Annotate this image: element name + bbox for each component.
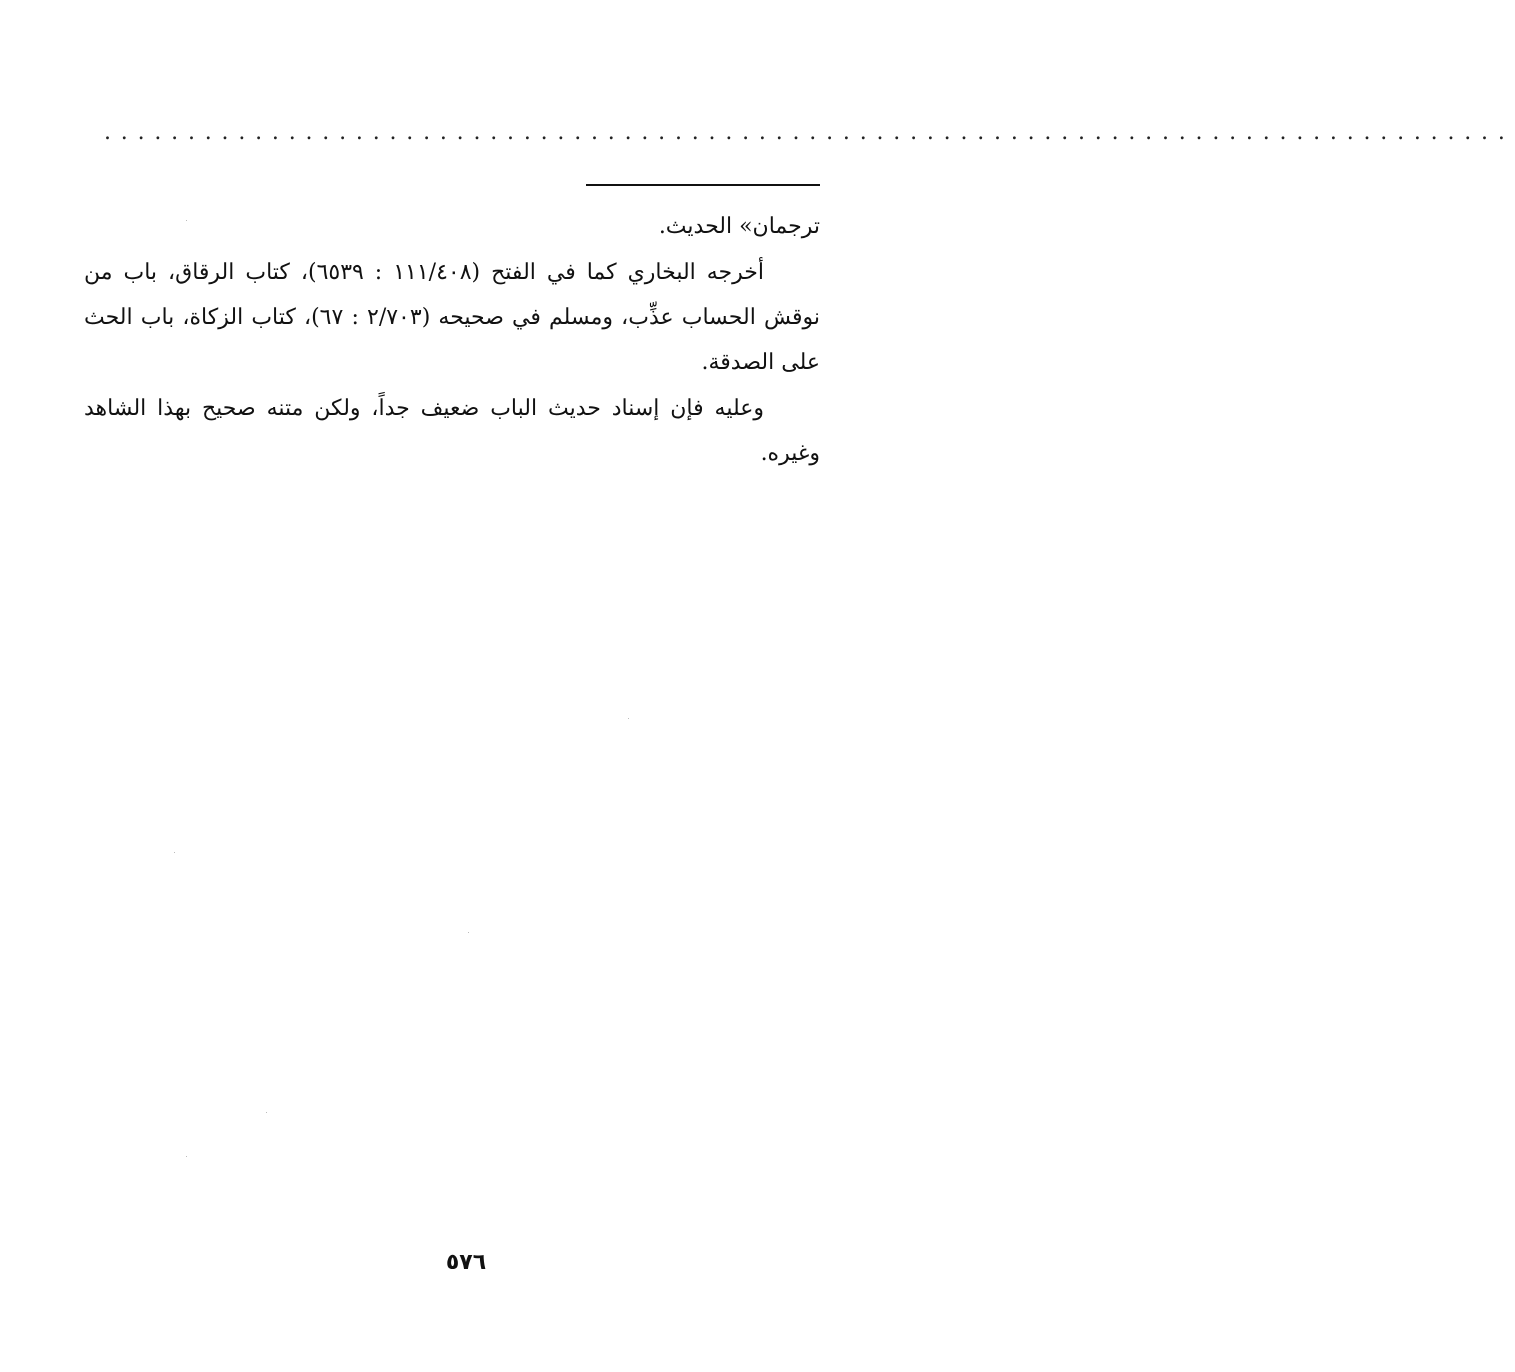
- footnote-conclusion: وعليه فإن إسناد حديث الباب ضعيف جداً، ولكن متنه صحيح بهذا الشاهد وغيره.: [84, 396, 820, 466]
- page-number: ٥٧٦: [445, 1250, 487, 1275]
- scan-speck: [266, 1112, 267, 1113]
- footnote-takhrij: أخرجه البخاري كما في الفتح (١١١/٤٠٨ : ٦٥٣٩)، كتاب الرقاق، باب من نوقش الحساب عذِّب، ومسلم في صحيحه (٢/٧٠٣ : ٦٧)، كتاب الزكاة، باب الحث على الصدقة.: [84, 260, 820, 375]
- scan-speck: [628, 718, 629, 719]
- footnotes-block: [84, 204, 820, 477]
- scan-speck: [174, 852, 175, 853]
- footnote-separator: [586, 184, 820, 186]
- scan-speck: [186, 220, 187, 221]
- scan-speck: [468, 932, 469, 933]
- footnote-continuation: ترجمان» الحديث.: [658, 214, 820, 239]
- scan-speck: [186, 1156, 187, 1157]
- dot-leader: ....................................................................................: [104, 120, 1515, 145]
